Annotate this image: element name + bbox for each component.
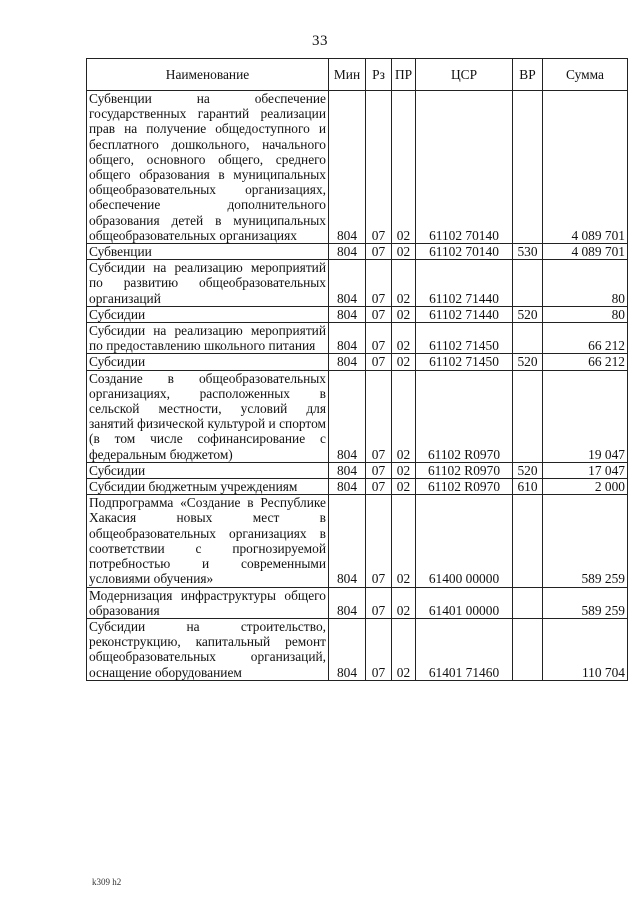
row-min: 804 bbox=[329, 495, 366, 587]
row-pr: 02 bbox=[392, 91, 416, 244]
row-min: 804 bbox=[329, 244, 366, 260]
row-min: 804 bbox=[329, 587, 366, 618]
row-vr bbox=[513, 587, 543, 618]
table-row bbox=[87, 495, 628, 587]
row-min: 804 bbox=[329, 323, 366, 354]
row-sum: 80 bbox=[543, 306, 628, 322]
row-vr: 610 bbox=[513, 479, 543, 495]
row-rz: 07 bbox=[366, 618, 392, 680]
row-rz: 07 bbox=[366, 91, 392, 244]
row-pr: 02 bbox=[392, 587, 416, 618]
row-name: Субсидии bbox=[87, 462, 329, 478]
row-sum: 589 259 bbox=[543, 587, 628, 618]
table-row bbox=[87, 354, 628, 370]
row-min: 804 bbox=[329, 306, 366, 322]
row-pr: 02 bbox=[392, 260, 416, 307]
table-row bbox=[87, 370, 628, 462]
header-vr: ВР bbox=[513, 59, 543, 91]
row-pr: 02 bbox=[392, 462, 416, 478]
header-rz: Рз bbox=[366, 59, 392, 91]
header-csr: ЦСР bbox=[416, 59, 513, 91]
table-row bbox=[87, 91, 628, 244]
table-row bbox=[87, 462, 628, 478]
row-name: Субсидии на реализацию мероприятий по развитию общеобразовательных организаций bbox=[87, 260, 329, 307]
row-pr: 02 bbox=[392, 244, 416, 260]
row-rz: 07 bbox=[366, 462, 392, 478]
table-header-row bbox=[87, 59, 628, 91]
row-sum: 66 212 bbox=[543, 323, 628, 354]
row-pr: 02 bbox=[392, 323, 416, 354]
row-rz: 07 bbox=[366, 354, 392, 370]
row-pr: 02 bbox=[392, 354, 416, 370]
row-name: Создание в общеобразовательных организациях, расположенных в сельской местности, условий для занятий физической культурой и спортом (в том числе софинансирование с федеральным бюджетом) bbox=[87, 370, 329, 462]
row-sum: 66 212 bbox=[543, 354, 628, 370]
row-name: Подпрограмма «Создание в Республике Хакасия новых мест в общеобразовательных организациях в соответствии с прогнозируемой потребностью и современными условиями обучения» bbox=[87, 495, 329, 587]
row-name: Субвенции bbox=[87, 244, 329, 260]
row-rz: 07 bbox=[366, 495, 392, 587]
row-min: 804 bbox=[329, 354, 366, 370]
row-sum: 17 047 bbox=[543, 462, 628, 478]
footer-code: k309 h2 bbox=[92, 877, 122, 887]
table-row bbox=[87, 306, 628, 322]
row-min: 804 bbox=[329, 260, 366, 307]
row-pr: 02 bbox=[392, 370, 416, 462]
row-csr: 61102 70140 bbox=[416, 91, 513, 244]
header-pr: ПР bbox=[392, 59, 416, 91]
row-pr: 02 bbox=[392, 618, 416, 680]
row-csr: 61102 R0970 bbox=[416, 462, 513, 478]
row-sum: 2 000 bbox=[543, 479, 628, 495]
table-row bbox=[87, 587, 628, 618]
row-sum: 110 704 bbox=[543, 618, 628, 680]
table-body bbox=[87, 91, 628, 681]
row-vr bbox=[513, 260, 543, 307]
row-csr: 61400 00000 bbox=[416, 495, 513, 587]
row-vr bbox=[513, 618, 543, 680]
row-vr bbox=[513, 495, 543, 587]
row-csr: 61401 00000 bbox=[416, 587, 513, 618]
row-rz: 07 bbox=[366, 479, 392, 495]
row-min: 804 bbox=[329, 370, 366, 462]
row-name: Субсидии на строительство, реконструкцию, капитальный ремонт общеобразовательных организаций, оснащение оборудованием bbox=[87, 618, 329, 680]
row-sum: 4 089 701 bbox=[543, 91, 628, 244]
row-csr: 61102 R0970 bbox=[416, 479, 513, 495]
row-csr: 61102 71450 bbox=[416, 323, 513, 354]
header-min: Мин bbox=[329, 59, 366, 91]
row-sum: 589 259 bbox=[543, 495, 628, 587]
table-row bbox=[87, 323, 628, 354]
row-name: Субсидии bbox=[87, 306, 329, 322]
row-name: Субвенции на обеспечение государственных гарантий реализации прав на получение общедоступного и бесплатного дошкольного, начального общего, основного общего, среднего общего образования в муниципальных общеобразовательных организациях, обеспечение дополнительного образования детей в муниципальных общеобразовательных организациях bbox=[87, 91, 329, 244]
row-name: Субсидии bbox=[87, 354, 329, 370]
row-pr: 02 bbox=[392, 479, 416, 495]
row-sum: 4 089 701 bbox=[543, 244, 628, 260]
row-rz: 07 bbox=[366, 370, 392, 462]
row-pr: 02 bbox=[392, 306, 416, 322]
row-rz: 07 bbox=[366, 306, 392, 322]
row-vr: 520 bbox=[513, 306, 543, 322]
row-csr: 61102 71440 bbox=[416, 306, 513, 322]
row-min: 804 bbox=[329, 618, 366, 680]
row-sum: 19 047 bbox=[543, 370, 628, 462]
row-csr: 61102 71440 bbox=[416, 260, 513, 307]
budget-table bbox=[86, 58, 628, 681]
row-vr bbox=[513, 91, 543, 244]
row-vr: 530 bbox=[513, 244, 543, 260]
row-rz: 07 bbox=[366, 260, 392, 307]
row-min: 804 bbox=[329, 479, 366, 495]
row-name: Субсидии на реализацию мероприятий по предоставлению школьного питания bbox=[87, 323, 329, 354]
row-name: Модернизация инфраструктуры общего образования bbox=[87, 587, 329, 618]
row-csr: 61102 R0970 bbox=[416, 370, 513, 462]
table-row bbox=[87, 618, 628, 680]
row-rz: 07 bbox=[366, 244, 392, 260]
row-pr: 02 bbox=[392, 495, 416, 587]
table-row bbox=[87, 479, 628, 495]
page-number: 33 bbox=[312, 33, 328, 49]
row-min: 804 bbox=[329, 91, 366, 244]
row-vr: 520 bbox=[513, 354, 543, 370]
row-vr: 520 bbox=[513, 462, 543, 478]
header-sum: Сумма bbox=[543, 59, 628, 91]
row-rz: 07 bbox=[366, 323, 392, 354]
row-csr: 61102 70140 bbox=[416, 244, 513, 260]
row-csr: 61102 71450 bbox=[416, 354, 513, 370]
header-name: Наименование bbox=[87, 59, 329, 91]
table-row bbox=[87, 260, 628, 307]
table-row bbox=[87, 244, 628, 260]
row-vr bbox=[513, 370, 543, 462]
row-sum: 80 bbox=[543, 260, 628, 307]
row-csr: 61401 71460 bbox=[416, 618, 513, 680]
row-min: 804 bbox=[329, 462, 366, 478]
row-rz: 07 bbox=[366, 587, 392, 618]
row-name: Субсидии бюджетным учреждениям bbox=[87, 479, 329, 495]
row-vr bbox=[513, 323, 543, 354]
